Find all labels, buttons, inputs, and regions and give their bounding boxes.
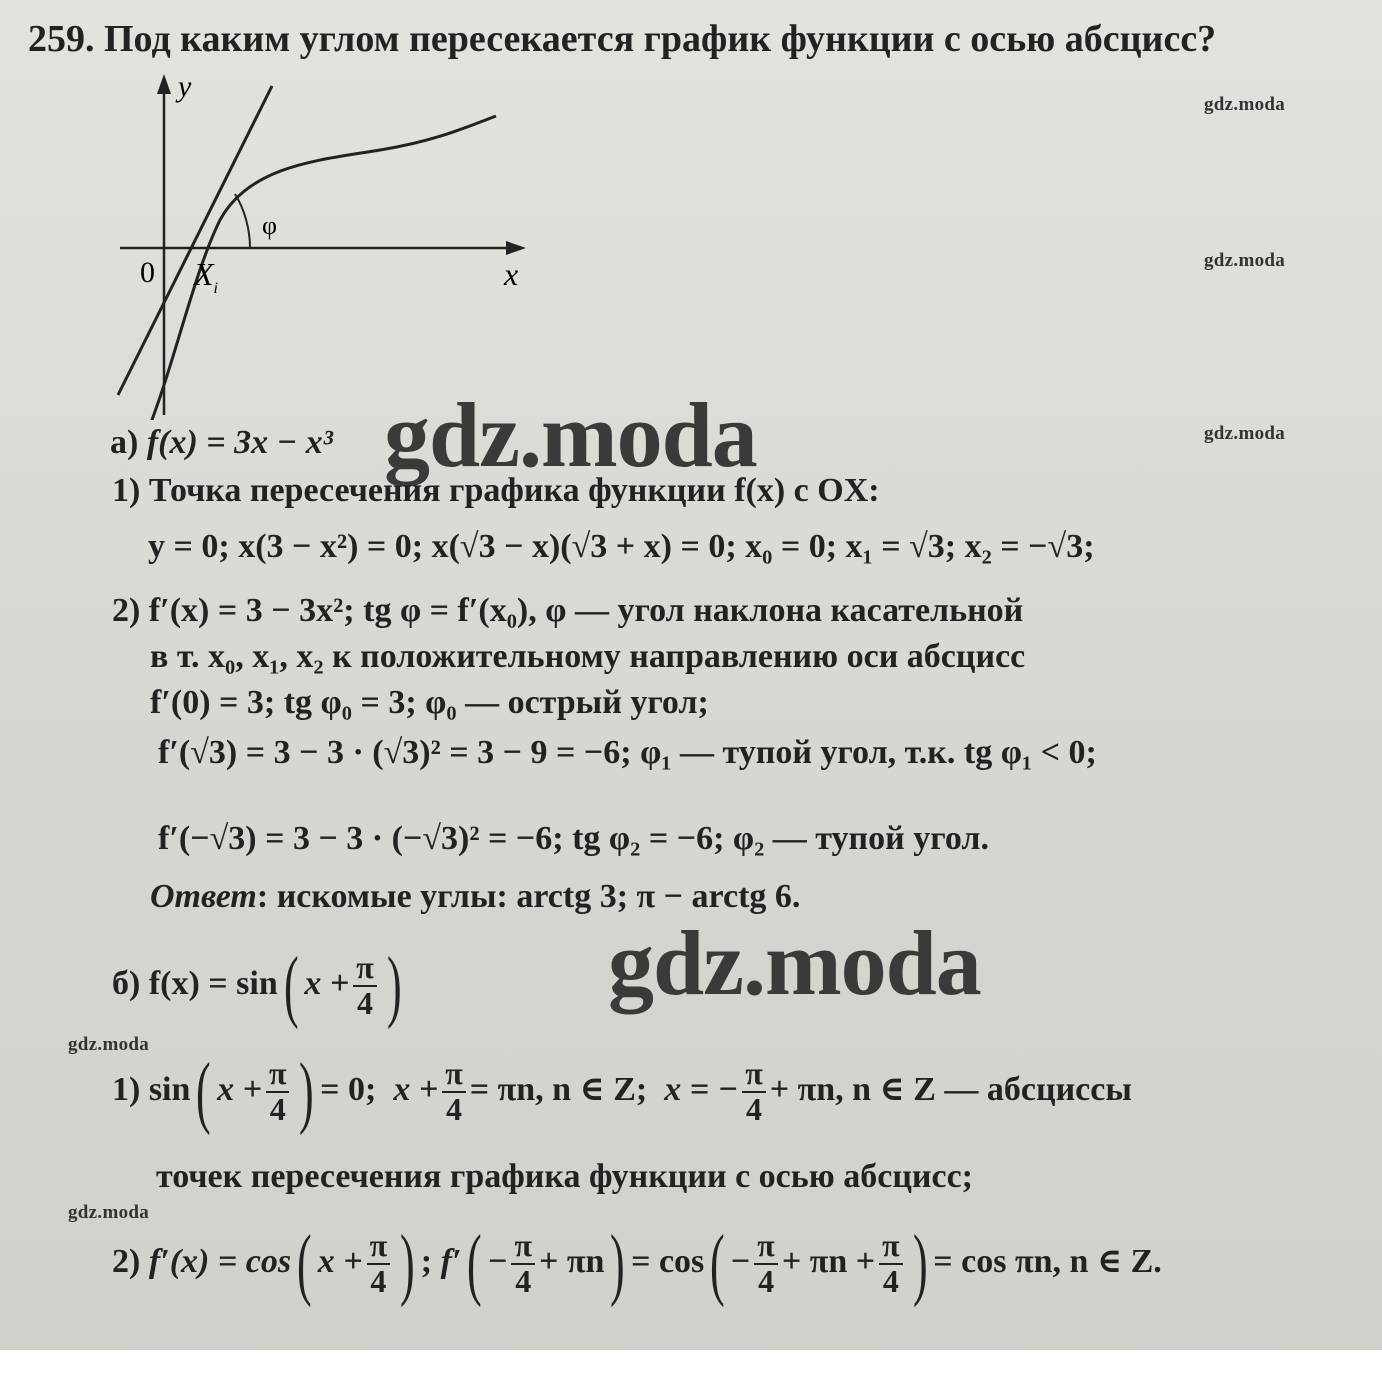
sin-text: sin (148, 1070, 191, 1108)
problem-heading (28, 20, 1216, 58)
fraction-pi-over-4 (367, 1229, 391, 1298)
y-axis-label: y (178, 70, 192, 103)
fraction-denominator: 4 (370, 1263, 387, 1299)
fraction-denominator: 4 (269, 1091, 286, 1127)
part-a-step2-label: 2) (112, 592, 141, 629)
left-paren: ( (710, 1220, 725, 1308)
fraction-denominator: 4 (745, 1091, 762, 1127)
minus-sign-2: − (730, 1242, 751, 1280)
part-a-step1-title: Точка пересечения графика функции f(x) с OX: (148, 472, 880, 509)
origin-label: 0 (140, 256, 155, 289)
watermark-small-4: gdz.moda (68, 1034, 150, 1055)
answer-word: Ответ (150, 878, 257, 915)
watermark-big-1: gdz.moda (384, 384, 757, 486)
fraction-pi-over-4 (879, 1229, 903, 1298)
fraction-pi-over-4 (353, 951, 377, 1020)
left-paren: ( (196, 1048, 212, 1136)
point-label-main: X (194, 256, 214, 292)
part-a-step1-equation: y = 0; x(3 − x²) = 0; x(√3 − x)(√3 + x) = 0; x₀ = 0; x₁ = √3; x₂ = −√3; (148, 528, 1095, 565)
part-a-label: а) (110, 424, 139, 461)
x-axis-arrow (506, 241, 526, 255)
y-axis-arrow (157, 74, 171, 94)
point-label (192, 256, 218, 297)
part-b-step2-label: 2) (112, 1242, 141, 1280)
x-eq-minus-text: x = − (664, 1070, 739, 1108)
semicolon: ; (420, 1242, 433, 1280)
part-a-step1-label: 1) (112, 472, 141, 509)
right-paren: ) (386, 942, 402, 1030)
answer-text: : искомые углы: arctg 3; π − arctg 6. (256, 878, 801, 915)
x-plus-text: x + (217, 1070, 262, 1108)
x-plus-text-2: x + (393, 1070, 439, 1108)
fraction-numerator: π (742, 1057, 766, 1093)
fraction-pi-over-4 (511, 1229, 535, 1298)
watermark-big-2: gdz.moda (608, 912, 981, 1014)
problem-number: 259. (28, 18, 95, 60)
part-a-step2-text1: f′(x) = 3 − 3x²; tg φ = f′(x₀), φ — угол наклона касательной (148, 592, 1024, 629)
fprime-text: f′(x) = cos (148, 1242, 292, 1280)
x-plus-text: x + (317, 1242, 363, 1280)
plus-pin-only: + πn (539, 1242, 605, 1280)
part-b-func-lhs: f(x) = sin (148, 964, 278, 1002)
right-paren: ) (299, 1048, 315, 1136)
part-a-function-line (110, 426, 333, 460)
page-bottom-margin (0, 1350, 1382, 1391)
watermark-small-3: gdz.moda (1204, 423, 1286, 444)
right-paren: ) (400, 1220, 415, 1308)
part-a-function: f(x) = 3x − x³ (146, 424, 333, 461)
angle-label: φ (262, 211, 278, 240)
part-a-step2-line1 (112, 594, 1023, 628)
angle-arc (235, 194, 250, 248)
minus-sign: − (488, 1242, 508, 1280)
fraction-denominator: 4 (515, 1263, 532, 1299)
part-b-step1-label: 1) (112, 1070, 141, 1108)
fraction-pi-over-4 (742, 1057, 766, 1126)
part-a-step1 (112, 474, 880, 508)
part-b-x-plus: x + (304, 964, 350, 1002)
part-b-step1 (112, 1048, 1132, 1136)
point-label-sub: i (213, 280, 218, 297)
fraction-pi-over-4 (266, 1057, 290, 1126)
eq-cos-text: = cos (631, 1242, 705, 1280)
part-a-step2-line3: f′(0) = 3; tg φ₀ = 3; φ₀ — острый угол; (150, 684, 709, 721)
part-b-step2 (112, 1220, 1162, 1308)
left-paren: ( (297, 1220, 312, 1308)
graph-figure (100, 70, 540, 420)
right-paren: ) (610, 1220, 626, 1308)
fraction-pi-over-4 (754, 1229, 778, 1298)
watermark-small-1: gdz.moda (1204, 94, 1286, 115)
right-paren: ) (912, 1220, 928, 1308)
part-b-label: б) (112, 964, 141, 1002)
eq-pin-text: = πn, n ∈ Z; (469, 1070, 648, 1108)
fraction-numerator: π (511, 1229, 535, 1265)
x-axis-label: x (504, 256, 519, 292)
fraction-denominator: 4 (357, 985, 374, 1021)
left-paren: ( (283, 942, 299, 1030)
fraction-numerator: π (367, 1229, 391, 1265)
problem-title: Под каким углом пересекается график функции с осью абсцисс? (104, 18, 1217, 60)
part-a-step2-line5: f′(−√3) = 3 − 3 · (−√3)² = −6; tg φ₂ = −6; φ₂ — тупой угол. (158, 820, 989, 857)
fraction-pi-over-4 (442, 1057, 466, 1126)
part-b-function-line (112, 942, 407, 1030)
left-paren: ( (467, 1220, 483, 1308)
watermark-small-2: gdz.moda (1204, 250, 1286, 271)
plus-pin-plus: + πn + (781, 1242, 876, 1280)
fraction-numerator: π (353, 951, 377, 987)
fraction-denominator: 4 (445, 1091, 462, 1127)
fraction-denominator: 4 (758, 1263, 775, 1299)
part-b-step1-continuation: точек пересечения графика функции с осью абсцисс; (156, 1158, 973, 1195)
fraction-numerator: π (266, 1057, 290, 1093)
part-a-answer (150, 880, 800, 914)
part-a-step2-line2: в т. x₀, x₁, x₂ к положительному направлению оси абсцисс (150, 638, 1026, 675)
part-a-step2-line4: f′(√3) = 3 − 3 · (√3)² = 3 − 9 = −6; φ₁ — тупой угол, т.к. tg φ₁ < 0; (158, 734, 1097, 771)
fraction-numerator: π (442, 1057, 466, 1093)
plus-pin-text: + πn, n ∈ Z — абсциссы (769, 1070, 1132, 1108)
fprime2-text: f′ (440, 1242, 462, 1280)
result-text: = cos πn, n ∈ Z. (933, 1242, 1162, 1280)
fraction-denominator: 4 (882, 1263, 899, 1299)
fraction-numerator: π (754, 1229, 778, 1265)
watermark-small-5: gdz.moda (68, 1202, 150, 1223)
eq-zero-text: = 0; (320, 1070, 377, 1108)
fraction-numerator: π (879, 1229, 903, 1265)
